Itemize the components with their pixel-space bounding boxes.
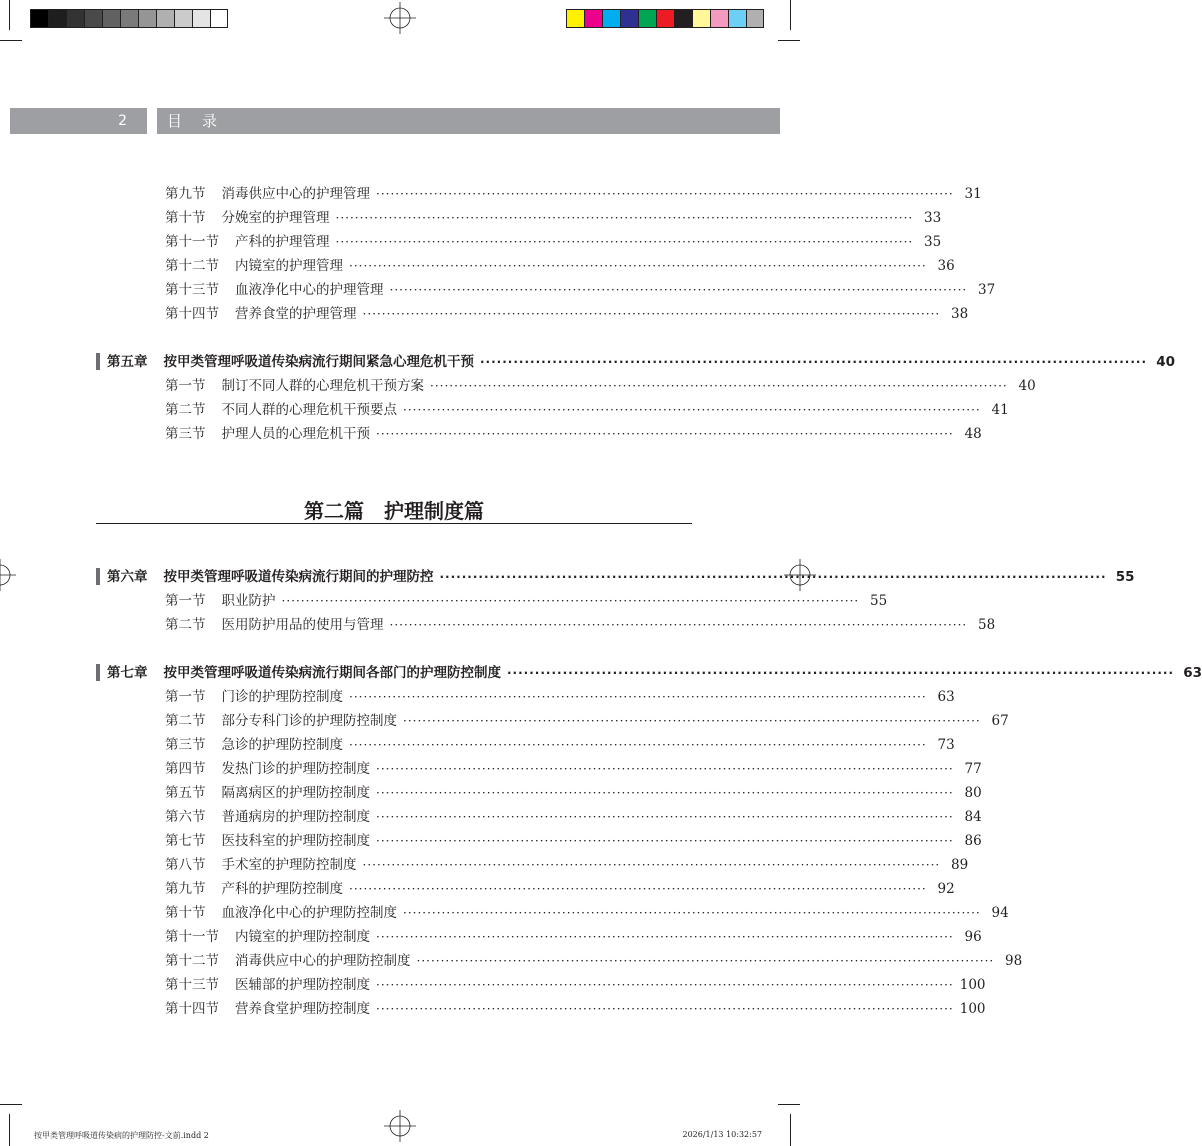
chapter-title: 按甲类管理呼吸道传染病流行期间各部门的护理防控制度 (163, 665, 501, 681)
section-title: 隔离病区的护理防控制度 (221, 785, 370, 801)
section-title: 部分专科门诊的护理防控制度 (221, 713, 397, 729)
page-ref: 77 (964, 761, 982, 777)
page-ref: 58 (978, 617, 996, 633)
toc-entry[interactable] (165, 687, 955, 707)
dot-leader: ························································································································ (349, 882, 927, 896)
dot-leader: ························································································································ (416, 954, 995, 968)
section-title: 消毒供应中心的护理防控制度 (235, 953, 411, 969)
toc-entry[interactable] (165, 232, 942, 252)
page-ref: 63 (1183, 665, 1202, 681)
chapter-label: 第六章 (107, 569, 148, 585)
section-label: 第八节 (165, 857, 206, 873)
dot-leader: ························································································································ (376, 834, 954, 848)
page-ref: 40 (1018, 378, 1036, 394)
section-label: 第一节 (165, 378, 206, 394)
color-swatch (566, 9, 584, 28)
section-label: 第七节 (165, 833, 206, 849)
page-ref: 37 (978, 282, 996, 298)
section-label: 第一节 (165, 593, 206, 609)
part-title: 第二篇 护理制度篇 (304, 499, 484, 523)
toc-entry[interactable] (165, 783, 982, 803)
toc-entry[interactable] (165, 208, 942, 228)
toc-entry[interactable] (165, 711, 1009, 731)
color-swatch (156, 9, 174, 28)
crop-mark (778, 40, 800, 41)
crop-mark (9, 1114, 10, 1146)
dot-leader: ························································································································ (335, 211, 914, 225)
section-label: 第十三节 (165, 977, 219, 993)
section-label: 第四节 (165, 761, 206, 777)
dot-leader: ························································································································ (403, 714, 981, 728)
section-label: 第十三节 (165, 282, 219, 298)
toc-entry[interactable] (165, 879, 955, 899)
dot-leader: ························································································································ (362, 307, 941, 321)
section-title: 医技科室的护理防控制度 (221, 833, 370, 849)
section-label: 第九节 (165, 186, 206, 202)
color-swatch (620, 9, 638, 28)
color-swatch (728, 9, 746, 28)
dot-leader: ························································································································ (480, 355, 1148, 369)
section-label: 第三节 (165, 737, 206, 753)
dot-leader: ························································································································ (362, 858, 941, 872)
page-ref: 98 (1005, 953, 1023, 969)
color-swatch (192, 9, 210, 28)
color-swatch (710, 9, 728, 28)
dot-leader: ························································································································ (376, 1002, 954, 1016)
page-ref: 67 (991, 713, 1009, 729)
color-swatch (48, 9, 66, 28)
page-ref: 48 (964, 426, 982, 442)
dot-leader: ························································································································ (439, 570, 1107, 584)
running-title: 目录 (167, 112, 238, 130)
section-label: 第二节 (165, 617, 206, 633)
page-ref: 63 (937, 689, 955, 705)
color-swatch (66, 9, 84, 28)
toc-entry[interactable] (165, 903, 1009, 923)
dot-leader: ························································································································ (403, 906, 981, 920)
color-swatch (84, 9, 102, 28)
color-swatch (674, 9, 692, 28)
page-ref: 35 (924, 234, 942, 250)
section-label: 第十一节 (165, 234, 219, 250)
toc-entry[interactable] (165, 424, 982, 444)
section-title: 手术室的护理防控制度 (221, 857, 357, 873)
color-swatch (174, 9, 192, 28)
dot-leader: ························································································································ (389, 618, 968, 632)
section-label: 第九节 (165, 881, 206, 897)
section-title: 营养食堂护理防控制度 (235, 1001, 370, 1017)
chapter-marker (96, 664, 100, 681)
page-ref: 89 (951, 857, 969, 873)
dot-leader: ························································································································ (349, 738, 927, 752)
section-title: 血液净化中心的护理管理 (235, 282, 384, 298)
toc-entry[interactable] (165, 951, 1023, 971)
section-title: 门诊的护理防控制度 (221, 689, 343, 705)
section-label: 第二节 (165, 713, 206, 729)
dot-leader: ························································································································ (349, 259, 927, 273)
color-calibration-strip (566, 9, 764, 28)
crop-mark (790, 1114, 791, 1146)
color-swatch (746, 9, 764, 28)
dot-leader: ························································································································ (376, 930, 954, 944)
section-title: 营养食堂的护理管理 (235, 306, 357, 322)
toc-chapter-entry[interactable] (107, 352, 1176, 372)
dot-leader: ························································································································ (389, 283, 968, 297)
page-ref: 86 (964, 833, 982, 849)
page-ref: 31 (964, 186, 982, 202)
dot-leader: ························································································································ (349, 690, 927, 704)
toc-entry[interactable] (165, 807, 982, 827)
toc-entry[interactable] (165, 999, 986, 1019)
crop-mark (790, 0, 791, 30)
section-title: 医用防护用品的使用与管理 (221, 617, 384, 633)
part-rule (96, 523, 692, 524)
crop-mark (9, 0, 10, 30)
section-label: 第一节 (165, 689, 206, 705)
toc-entry[interactable] (165, 376, 1036, 396)
color-swatch (30, 9, 48, 28)
page-ref: 38 (951, 306, 969, 322)
color-swatch (120, 9, 138, 28)
page-ref: 84 (964, 809, 982, 825)
chapter-marker (96, 353, 100, 370)
registration-mark-bottom (384, 1110, 416, 1142)
dot-leader: ························································································································ (376, 978, 954, 992)
dot-leader: ························································································································ (430, 379, 1008, 393)
dot-leader: ························································································································ (376, 786, 954, 800)
toc-chapter-entry[interactable] (107, 663, 1202, 683)
section-label: 第十一节 (165, 929, 219, 945)
page-ref: 55 (1115, 569, 1135, 585)
section-title: 急诊的护理防控制度 (221, 737, 343, 753)
color-swatch (692, 9, 710, 28)
section-label: 第十节 (165, 210, 206, 226)
section-title: 血液净化中心的护理防控制度 (221, 905, 397, 921)
dot-leader: ························································································································ (335, 235, 914, 249)
section-label: 第五节 (165, 785, 206, 801)
dot-leader: ························································································································ (376, 187, 954, 201)
chapter-title: 按甲类管理呼吸道传染病流行期间的护理防控 (163, 569, 434, 585)
section-title: 产科的护理管理 (235, 234, 330, 250)
crop-mark (0, 40, 22, 41)
toc-entry[interactable] (165, 280, 996, 300)
section-label: 第十四节 (165, 306, 219, 322)
registration-mark-left (0, 559, 16, 591)
chapter-marker (96, 568, 100, 585)
toc-entry[interactable] (165, 831, 982, 851)
section-label: 第十二节 (165, 953, 219, 969)
page-ref: 94 (991, 905, 1009, 921)
page-ref: 73 (937, 737, 955, 753)
section-label: 第十二节 (165, 258, 219, 274)
section-title: 分娩室的护理管理 (221, 210, 330, 226)
chapter-label: 第七章 (107, 665, 148, 681)
page-ref: 92 (937, 881, 955, 897)
chapter-label: 第五章 (107, 354, 148, 370)
chapter-title: 按甲类管理呼吸道传染病流行期间紧急心理危机干预 (163, 354, 474, 370)
toc-chapter-entry[interactable] (107, 567, 1135, 587)
dot-leader: ························································································································ (376, 427, 954, 441)
color-swatch (102, 9, 120, 28)
toc-entry[interactable] (165, 591, 888, 611)
page-ref: 33 (924, 210, 942, 226)
page-ref: 96 (964, 929, 982, 945)
dot-leader: ························································································································ (376, 810, 954, 824)
registration-mark-top (384, 2, 416, 34)
page-ref: 100 (959, 977, 986, 993)
section-title: 产科的护理防控制度 (221, 881, 343, 897)
crop-mark (778, 1104, 800, 1105)
toc-entry[interactable] (165, 256, 955, 276)
toc-entry[interactable] (165, 400, 1009, 420)
toc-entry[interactable] (165, 975, 986, 995)
section-title: 发热门诊的护理防控制度 (221, 761, 370, 777)
toc-entry[interactable] (165, 927, 982, 947)
toc-entry[interactable] (165, 304, 969, 324)
section-title: 不同人群的心理危机干预要点 (221, 402, 397, 418)
section-label: 第十四节 (165, 1001, 219, 1017)
section-title: 护理人员的心理危机干预 (221, 426, 370, 442)
section-label: 第二节 (165, 402, 206, 418)
page-ref: 41 (991, 402, 1009, 418)
toc-entry[interactable] (165, 184, 982, 204)
dot-leader: ························································································································ (403, 403, 981, 417)
section-title: 内镜室的护理管理 (235, 258, 343, 274)
color-swatch (210, 9, 228, 28)
page-ref: 55 (870, 593, 888, 609)
dot-leader: ························································································································ (376, 762, 954, 776)
page-ref: 40 (1156, 354, 1176, 370)
section-title: 消毒供应中心的护理管理 (221, 186, 370, 202)
color-swatch (638, 9, 656, 28)
page-ref: 36 (937, 258, 955, 274)
color-swatch (138, 9, 156, 28)
page-ref: 80 (964, 785, 982, 801)
section-label: 第六节 (165, 809, 206, 825)
gray-calibration-strip (30, 9, 228, 28)
section-title: 内镜室的护理防控制度 (235, 929, 370, 945)
slug-timestamp: 2026/1/13 10:32:57 (682, 1130, 762, 1139)
section-title: 医辅部的护理防控制度 (235, 977, 370, 993)
toc-entry[interactable] (165, 759, 982, 779)
dot-leader: ························································································································ (507, 666, 1175, 680)
page-number: 2 (118, 113, 127, 129)
crop-mark (0, 1104, 22, 1105)
section-title: 职业防护 (221, 593, 276, 609)
section-title: 制订不同人群的心理危机干预方案 (221, 378, 424, 394)
slug-file-name: 按甲类管理呼吸道传染病的护理防控-文前.indd 2 (34, 1131, 209, 1140)
toc-entry[interactable] (165, 615, 996, 635)
toc-entry[interactable] (165, 735, 955, 755)
page-ref: 100 (959, 1001, 986, 1017)
dot-leader: ························································································································ (281, 594, 860, 608)
color-swatch (656, 9, 674, 28)
section-title: 普通病房的护理防控制度 (221, 809, 370, 825)
color-swatch (602, 9, 620, 28)
toc-entry[interactable] (165, 855, 969, 875)
color-swatch (584, 9, 602, 28)
section-label: 第三节 (165, 426, 206, 442)
section-label: 第十节 (165, 905, 206, 921)
